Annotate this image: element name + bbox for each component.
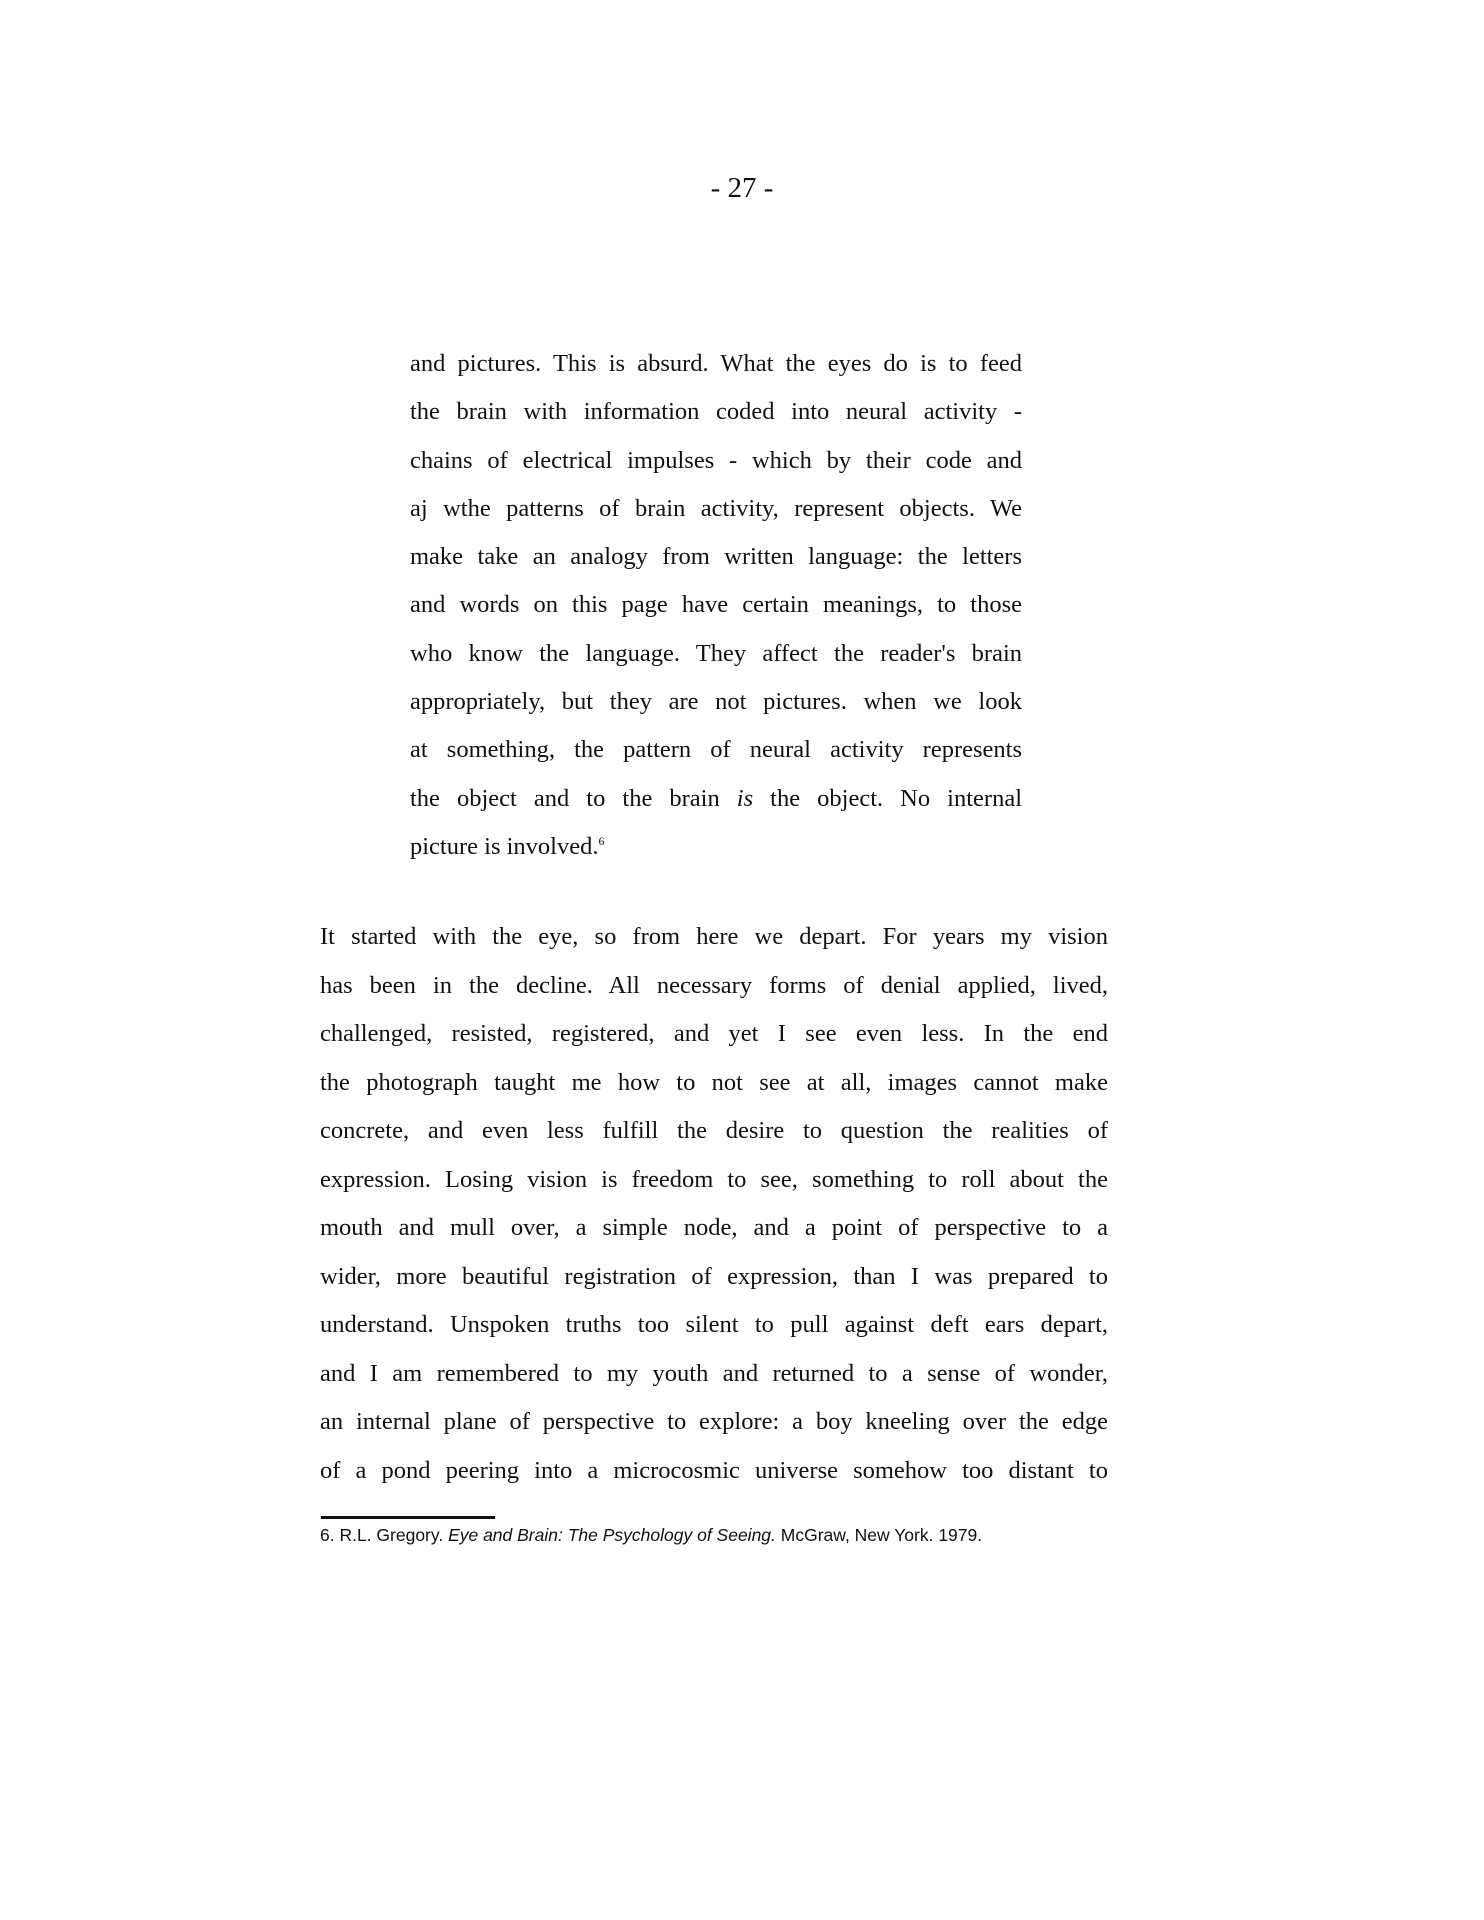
quote-line: chains of electrical impulses - which by their code and xyxy=(410,446,1022,474)
footnote-book-title: Eye and Brain: The Psychology of Seeing. xyxy=(448,1525,776,1545)
body-line: wider, more beautiful registration of expression, than I was prepared to xyxy=(320,1262,1108,1290)
quote-line-text: the object. No internal xyxy=(753,784,1022,812)
body-paragraph xyxy=(320,913,1108,1495)
body-line: challenged, resisted, registered, and yet I see even less. In the end xyxy=(320,1020,1108,1047)
footnote-divider xyxy=(321,1516,495,1519)
quote-line: at something, the pattern of neural activity represents xyxy=(410,736,1022,764)
footnote-prefix: 6. R.L. Gregory. xyxy=(320,1525,449,1545)
footnote xyxy=(320,1522,1120,1548)
footnote-suffix: McGraw, New York. 1979. xyxy=(775,1525,983,1545)
quote-line-text: picture is involved. xyxy=(410,832,599,860)
body-line: the photograph taught me how to not see at all, images cannot make xyxy=(320,1068,1108,1096)
block-quote xyxy=(410,340,1022,871)
body-line: It started with the eye, so from here we depart. For years my vision xyxy=(320,923,1108,950)
quote-line: and pictures. This is absurd. What the eyes do is to feed xyxy=(410,350,1022,377)
quote-line: make take an analogy from written language: the letters xyxy=(410,543,1022,571)
body-line: has been in the decline. All necessary forms of denial applied, lived, xyxy=(320,971,1108,999)
body-line: mouth and mull over, a simple node, and a point of perspective to a xyxy=(320,1214,1108,1241)
quote-line: appropriately, but they are not pictures. when we look xyxy=(410,688,1022,716)
quote-line: who know the language. They affect the reader's brain xyxy=(410,639,1022,667)
body-line: of a pond peering into a microcosmic universe somehow too distant to xyxy=(320,1456,1108,1484)
page-number: - 27 - xyxy=(710,172,774,204)
quote-emphasis: is xyxy=(736,784,754,812)
quote-line: aj wthe patterns of brain activity, represent objects. We xyxy=(410,494,1022,522)
quote-line xyxy=(410,823,1022,871)
quote-line-text: the object and to the brain xyxy=(410,784,737,812)
quote-line xyxy=(410,775,1022,823)
quote-line: and words on this page have certain meanings, to those xyxy=(410,591,1022,619)
body-line: expression. Losing vision is freedom to see, something to roll about the xyxy=(320,1165,1108,1193)
body-line: concrete, and even less fulfill the desire to question the realities of xyxy=(320,1117,1108,1144)
body-line: understand. Unspoken truths too silent to pull against deft ears depart, xyxy=(320,1311,1108,1338)
quote-line: the brain with information coded into neural activity - xyxy=(410,398,1022,426)
body-line: and I am remembered to my youth and returned to a sense of wonder, xyxy=(320,1359,1108,1387)
body-line: an internal plane of perspective to explore: a boy kneeling over the edge xyxy=(320,1408,1108,1435)
footnote-reference: 6 xyxy=(598,833,605,848)
